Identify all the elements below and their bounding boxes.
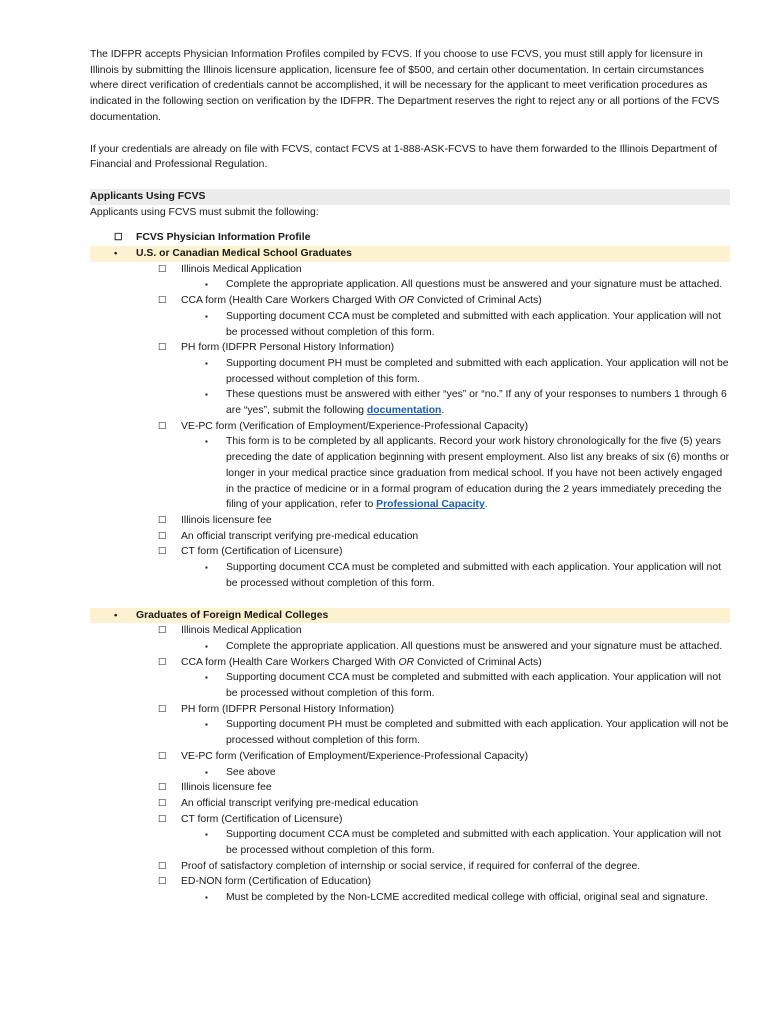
list-item-fcvs-profile: ☐ FCVS Physician Information Profile — [90, 230, 730, 246]
checkbox-icon: ☐ — [158, 530, 167, 542]
square-bullet-icon: ▪ — [205, 311, 208, 321]
square-bullet-icon: ▪ — [205, 720, 208, 730]
professional-capacity-link[interactable]: Professional Capacity — [376, 499, 485, 511]
list-item-fg-ednon: ☐ ED-NON form (Certification of Education) — [90, 874, 730, 890]
list-subitem: ▪ Supporting document CCA must be completed and submitted with each application. Your application will not be processed without completion of this form. — [205, 562, 722, 589]
list-item-us-vepc: ☐ VE-PC form (Verification of Employment/Experience-Professional Capacity) — [90, 419, 730, 435]
list-subitem: ▪ See above — [90, 765, 730, 781]
checkbox-icon: ☐ — [158, 342, 167, 354]
list-item-us-fee: ☐ Illinois licensure fee — [90, 513, 730, 529]
list-item-us-transcript: ☐ An official transcript verifying pre-medical education — [90, 529, 730, 545]
intro-paragraph-1: The IDFPR accepts Physician Information Profiles compiled by FCVS. If you choose to use FCVS, you must still apply for licensure in Illinois by submitting the Illinois licensure application, licensure fee of $500, and certain other documentation. In certain circumstances where direct verification of credentials cannot be accomplished, it will be necessary for the applicant to meet verification procedures as indicated in the following section on verification by the IDFPR. The Department reserves the right to reject any or all portions of the FCVS documentation. — [90, 49, 720, 123]
square-bullet-icon: ▪ — [205, 641, 208, 651]
list-item-foreign-grads: • Graduates of Foreign Medical Colleges — [90, 608, 730, 624]
bullet-icon: • — [114, 248, 118, 260]
checkbox-icon: ☐ — [158, 797, 167, 809]
square-bullet-icon: ▪ — [205, 767, 208, 777]
section-heading: Applicants Using FCVS — [90, 189, 730, 205]
list-item-fg-transcript: ☐ An official transcript verifying pre-medical education — [90, 796, 730, 812]
list-item-us-grads: • U.S. or Canadian Medical School Graduates — [90, 246, 730, 262]
list-item-fg-ph: ☐ PH form (IDFPR Personal History Information) — [90, 702, 730, 718]
document-page — [90, 47, 730, 906]
checkbox-icon: ☐ — [158, 263, 167, 275]
list-subitem: ▪ These questions must be answered with either “yes” or “no.” If any of your responses to numbers 1 through 6 are “yes”, submit the following documentation. — [205, 389, 727, 417]
list-subitem: ▪ Must be completed by the Non-LCME accredited medical college with official, original seal and signature. — [90, 890, 730, 906]
list-subitem: ▪ Complete the appropriate application. All questions must be answered and your signature must be attached. — [90, 277, 730, 293]
square-bullet-icon: ▪ — [205, 673, 208, 683]
list-item-fg-ima: ☐ Illinois Medical Application — [90, 623, 730, 639]
square-bullet-icon: ▪ — [205, 830, 208, 840]
list-subitem: ▪ Supporting document CCA must be completed and submitted with each application. Your application will not be processed without completion of this form. — [205, 672, 722, 700]
checkbox-icon: ☐ — [158, 750, 167, 762]
list-item-fg-cca: ☐ CCA form (Health Care Workers Charged With OR Convicted of Criminal Acts) — [90, 655, 730, 671]
checkbox-icon: ☐ — [158, 876, 167, 888]
list-item-us-ima: ☐ Illinois Medical Application — [90, 262, 730, 278]
square-bullet-icon: ▪ — [205, 358, 208, 368]
list-item-fg-vepc: ☐ VE-PC form (Verification of Employment/Experience-Professional Capacity) — [90, 749, 730, 765]
list-subitem: ▪ This form is to be completed by all applicants. Record your work history chronologically for the five (5) years preceding the date of application beginning with present employment. Also list any breaks of six (6) months or longer in your medical practice since graduation from medical school. If you have not been actively engaged in the practice of medicine or in a formal program of education during the 2 years immediately preceding the filing of your application, refer to Professional Capacity. — [205, 436, 730, 511]
square-bullet-icon: ▪ — [205, 280, 208, 290]
list-item-us-cca: ☐ CCA form (Health Care Workers Charged With OR Convicted of Criminal Acts) — [90, 293, 730, 309]
checkbox-icon: ☐ — [158, 546, 167, 558]
square-bullet-icon: ▪ — [205, 893, 208, 903]
section-subheading: Applicants using FCVS must submit the following: — [90, 206, 319, 218]
list-item-fg-ct: ☐ CT form (Certification of Licensure) — [90, 812, 730, 828]
bullet-icon: • — [114, 609, 118, 621]
list-item-us-ph: ☐ PH form (IDFPR Personal History Information) — [90, 340, 730, 356]
checkbox-icon: ☐ — [158, 813, 167, 825]
checkbox-icon: ☐ — [158, 782, 167, 794]
list-item-fg-proof: ☐ Proof of satisfactory completion of internship or social service, if required for conferral of the degree. — [90, 859, 730, 875]
list-subitem: ▪ Complete the appropriate application. All questions must be answered and your signature must be attached. — [90, 639, 730, 655]
checkbox-icon: ☐ — [158, 656, 167, 668]
spacer — [90, 592, 730, 608]
checkbox-icon: ☐ — [158, 860, 167, 872]
square-bullet-icon: ▪ — [205, 563, 208, 573]
list-item-fg-fee: ☐ Illinois licensure fee — [90, 780, 730, 796]
list-subitem: ▪ Supporting document CCA must be completed and submitted with each application. Your application will not be processed without completion of this form. — [205, 829, 722, 857]
list-subitem: ▪ Supporting document PH must be completed and submitted with each application. Your application will not be processed without completion of this form. — [205, 357, 729, 385]
checkbox-icon: ☐ — [158, 703, 167, 715]
checkbox-icon: ☐ — [158, 295, 167, 307]
square-bullet-icon: ▪ — [205, 437, 208, 447]
checkbox-icon: ☐ — [158, 625, 167, 637]
intro-paragraph-2: If your credentials are already on file with FCVS, contact FCVS at 1-888-ASK-FCVS to have them forwarded to the Illinois Department of Financial and Professional Regulation. — [90, 143, 718, 171]
list-item-us-ct: ☐ CT form (Certification of Licensure) — [90, 544, 730, 560]
list-subitem: ▪ Supporting document PH must be completed and submitted with each application. Your application will not be processed without completion of this form. — [205, 719, 729, 747]
checkbox-icon: ☐ — [158, 420, 167, 432]
checkbox-icon: ☐ — [114, 232, 123, 244]
list-subitem: ▪ Supporting document CCA must be completed and submitted with each application. Your application will not be processed without completion of this form. — [205, 310, 722, 338]
square-bullet-icon: ▪ — [205, 390, 208, 400]
checkbox-icon: ☐ — [158, 514, 167, 526]
documentation-link[interactable]: documentation — [366, 405, 442, 417]
